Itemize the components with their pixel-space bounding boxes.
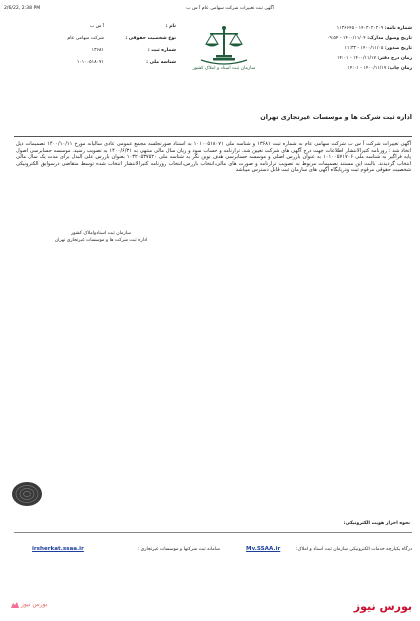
fingerprint-stamp <box>10 480 44 508</box>
meta-row: تاریخ وصول مدارک: ۱۴۰۰/۱۱/۰۴ - ۰۹:۵۴ <box>326 36 412 41</box>
signature-office: اداره ثبت شرکت ها و موسسات غیرتجاری تهران <box>54 238 148 243</box>
mv-ssaa-desc: درگاه یکپارچه خدمات الکترونیکی سازمان ثبت اسناد و املاک: <box>295 547 412 552</box>
bull-icon <box>10 600 20 610</box>
office-name: اداره ثبت شرکت ها و موسسات غیرتجاری تهران <box>260 113 412 121</box>
company-meta-row: شناسه ملی : ۱۰۱۰۰۵۱۸۰۷۱ <box>76 60 176 65</box>
notice-meta-block <box>256 26 412 76</box>
watermark-small: بورس نیوز <box>10 598 44 614</box>
company-meta-block <box>20 24 176 72</box>
mv-ssaa-link[interactable]: Mv.SSAA.ir <box>246 546 281 552</box>
signature-org: سازمان ثبت اسنادواملاک کشور <box>71 231 131 236</box>
company-meta-row: شماره ثبت : ۱۳۶۸۱ <box>91 48 176 53</box>
irsherkat-desc: سامانه ثبت شرکتها و موسسات غیرتجاری : <box>137 547 220 552</box>
bourse-news-brand: بورس نیوز <box>353 600 412 613</box>
meta-row: زمان چاپ: ۱۴۰۰/۱۱/۱۷ - ۱۴:۰۱ <box>347 66 412 71</box>
irsherkat-link[interactable]: irsherkat.ssaa.ir <box>32 546 84 552</box>
company-meta-row: نوع شخصیت حقوقی : شرکت سهامی عام <box>67 36 176 41</box>
content-divider <box>14 136 412 137</box>
org-logo-caption: سازمان ثبت اسناد و املاک کشور <box>192 66 256 71</box>
print-title: آگهی ثبت تغییرات شرکت سهامی عام آ س ب <box>186 6 274 11</box>
meta-row: شماره نامه: ۱۴۰۳۰۲۰۲۰۹ - ۱۱۳۶۶۴۵ <box>336 26 412 31</box>
meta-row: زمان درج دفتر: ۱۴۰۰/۱۱/۱۷ - ۱۴:۰۱ <box>337 56 412 61</box>
scales-of-justice-icon <box>198 24 250 66</box>
footer-divider <box>14 532 412 533</box>
print-datetime: 2/6/22, 2:38 PM <box>4 6 41 11</box>
notice-body: آگهی تغییرات شرکت آ س ب شرکت سهامی عام به شماره ثبت ۱۳۶۸۱ و شناسه ملی ۱۰۱۰۰۵۱۸۰۷۱ به استناد صورتجلسه مجمع عمومی عادی سالیانه مورخ ۱۴۰۰/۱۰/۱۱ تصمیمات ذیل اتخاذ شد : روزنامه کثیرالانتشار اطلاعات جهت درج آگهی های شرکت تعیین شد. ترازنامه و حساب سود و زیان سال مالی منتهی به ۱۴۰۰/۶/۳۱ به تصویب رسید. موسسه حسابرسی اصول پایه فراگیر به شناسه ملی ۱۰۱۰۰۵۷۱۷۰۶ به عنوان بازرس اصلی و موسسه حسابرسی هدف نوین نگر به شناسه ملی ۱۰۳۲۰۵۳۷۵۲۰ بعنوان بازرس علی البدل برای مدت یک سال مالی انتخاب گردیدند. بالبت این مستند تصمیمات مربوط به تصویب ترازنامه و صورت های مالی،انتخاب بازرس،انتخاب روزنامه کثیرالانتشار انتخاب شده توسط متقاضی درسوابق الکترونیکی شخصیت حقوقی مرقوم ثبت ودرپایگاه آگهی های سازمان ثبت قابل دسترس میباشد <box>16 141 412 174</box>
company-meta-row: نام : آ س ب <box>89 24 176 29</box>
meta-row: تاریخ صدور: ۱۴۰۰/۱۱/۰۵ - ۱۱:۳۳ <box>344 46 412 51</box>
fingerprint-icon <box>10 480 44 508</box>
auth-label: نحوه احراز هویت الکترونیکی: <box>343 521 410 526</box>
